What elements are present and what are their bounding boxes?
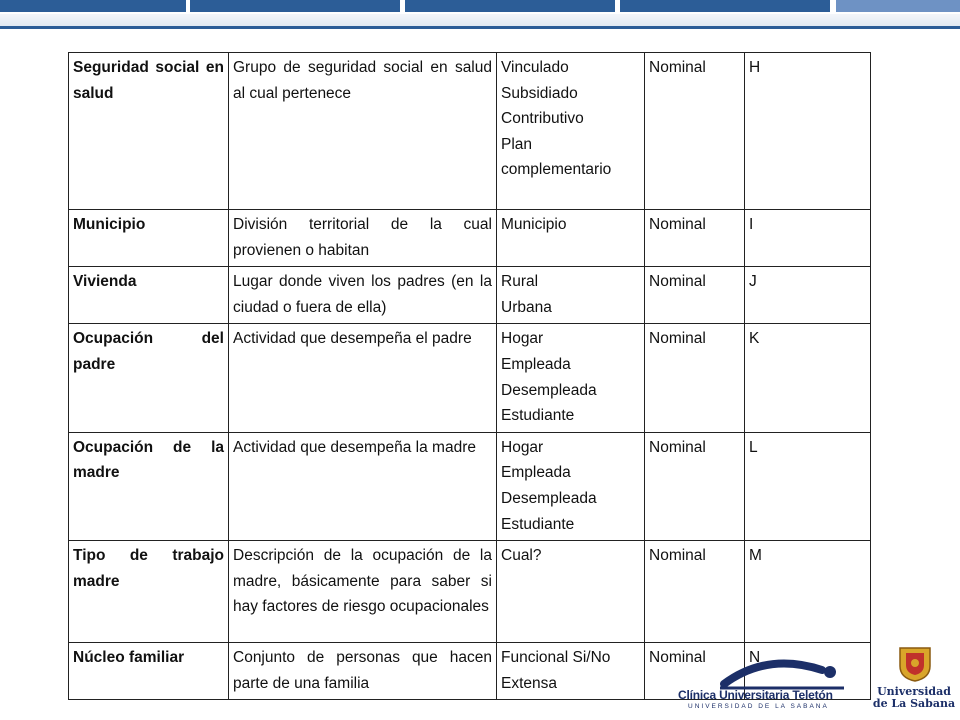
scale-cell: Nominal (645, 432, 745, 540)
header-band-line (0, 26, 960, 29)
variable-name-cell: Ocupación de la madre (69, 432, 229, 540)
definition-cell: Lugar donde viven los padres (en la ciudad o fuera de ella) (229, 267, 497, 324)
sabana-logo (872, 646, 960, 720)
variables-table (68, 52, 871, 700)
value-item: Contributivo (501, 110, 584, 128)
value-item: Cual? (501, 547, 542, 565)
code-cell: N (745, 643, 871, 700)
definition-cell: Actividad que desempeña el padre (229, 324, 497, 432)
top-decoration-bar (0, 0, 960, 14)
table-row (69, 53, 871, 210)
value-item: Desempleada (501, 381, 597, 399)
values-cell (497, 541, 645, 643)
values-cell (497, 643, 645, 700)
scale-cell: Nominal (645, 541, 745, 643)
value-item: Empleada (501, 355, 571, 373)
values-cell (497, 432, 645, 540)
values-cell (497, 210, 645, 267)
value-item: Desempleada (501, 489, 597, 507)
value-item: Municipio (501, 216, 567, 233)
table-row (69, 210, 871, 267)
value-item: Plan complementario (501, 135, 612, 179)
top-bar-segment-1 (0, 0, 186, 12)
definition-cell: Conjunto de personas que hacen parte de una familia (229, 643, 497, 700)
code-cell: I (745, 210, 871, 267)
code-cell: J (745, 267, 871, 324)
scale-cell: Nominal (645, 267, 745, 324)
sabana-name (872, 686, 956, 710)
table-row (69, 324, 871, 432)
table-row (69, 267, 871, 324)
value-item: Vinculado (501, 59, 569, 76)
code-cell: H (745, 53, 871, 210)
footer-logos (672, 640, 960, 720)
values-cell (497, 53, 645, 210)
definition-cell: Descripción de la ocupación de la madre, básicamente para saber si hay factores de riesgo ocupacionales (229, 541, 497, 643)
code-cell: M (745, 541, 871, 643)
value-item: Funcional Si/No (501, 649, 611, 667)
values-cell (497, 324, 645, 432)
teleton-name: Clínica Universitaria Teletón (678, 688, 833, 702)
top-bar-segment-3 (405, 0, 615, 12)
teleton-logo (672, 640, 857, 720)
value-item: Rural (501, 273, 539, 291)
value-item: Extensa (501, 674, 558, 692)
sabana-name-line2: de La Sabana (872, 697, 956, 710)
table-row (69, 432, 871, 540)
university-crest-icon (898, 646, 932, 682)
value-item: Empleada (501, 464, 571, 482)
teleton-subtitle: UNIVERSIDAD DE LA SABANA (688, 703, 829, 710)
value-item: Hogar (501, 438, 544, 456)
code-cell: L (745, 432, 871, 540)
code-cell: K (745, 324, 871, 432)
top-bar-segment-2 (190, 0, 400, 12)
teleton-arc-icon (672, 640, 857, 690)
value-item: Estudiante (501, 407, 575, 425)
values-cell (497, 267, 645, 324)
variable-name-cell: Ocupación del padre (69, 324, 229, 432)
scale-cell: Nominal (645, 324, 745, 432)
definition-cell: Grupo de seguridad social en salud al cual pertenece (229, 53, 497, 210)
scale-cell: Nominal (645, 210, 745, 267)
variable-name-cell: Municipio (69, 210, 229, 267)
variable-name-cell: Vivienda (69, 267, 229, 324)
sabana-name-line1: Universidad (877, 685, 951, 698)
value-item: Urbana (501, 298, 552, 316)
table-row (69, 541, 871, 643)
variable-name-cell: Núcleo familiar (69, 643, 229, 700)
table-body (69, 53, 871, 700)
scale-cell: Nominal (645, 53, 745, 210)
scale-cell: Nominal (645, 643, 745, 700)
variables-table-container (68, 52, 871, 700)
definition-cell: División territorial de la cual provienen o habitan (229, 210, 497, 267)
variable-name-cell: Tipo de trabajo madre (69, 541, 229, 643)
top-bar-segment-5 (836, 0, 960, 12)
value-item: Subsidiado (501, 84, 578, 102)
value-item: Hogar (501, 330, 544, 348)
variable-name-cell: Seguridad social en salud (69, 53, 229, 210)
value-item: Estudiante (501, 515, 575, 533)
top-bar-segment-4 (620, 0, 830, 12)
definition-cell: Actividad que desempeña la madre (229, 432, 497, 540)
